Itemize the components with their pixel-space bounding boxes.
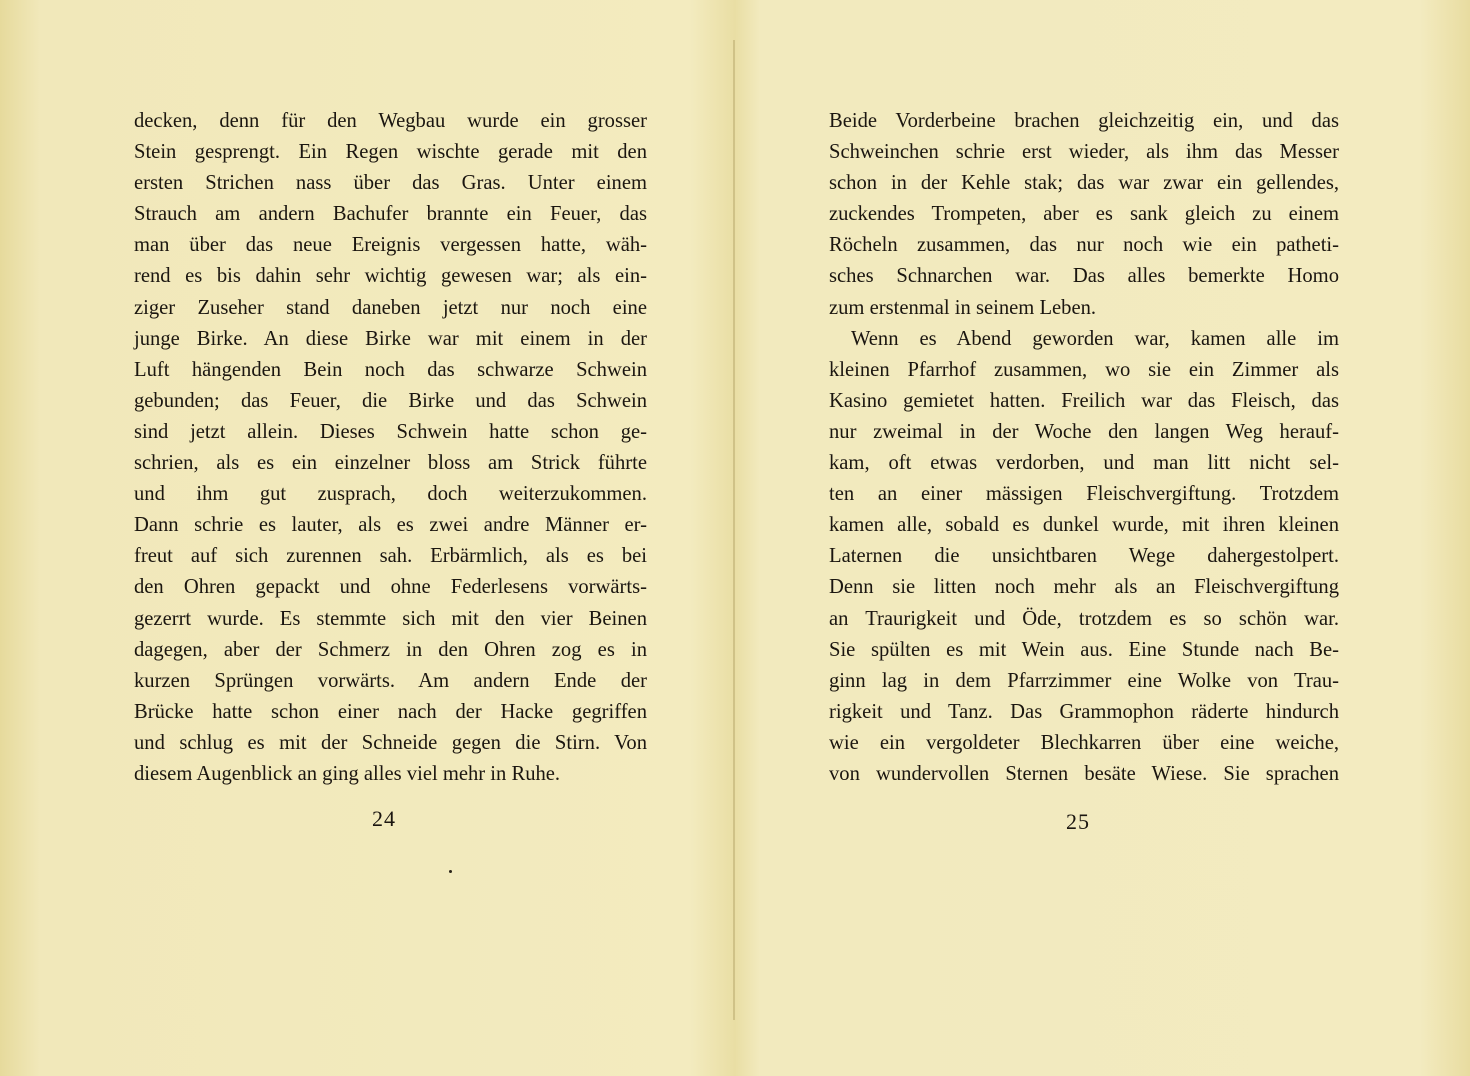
- text-line: rigkeit und Tanz. Das Grammophon räderte hindurch: [829, 700, 1339, 723]
- text-line: schon in der Kehle stak; das war zwar ein gellendes,: [829, 172, 1339, 195]
- text-line: Stein gesprengt. Ein Regen wischte gerade mit den: [134, 141, 647, 164]
- text-line: gezerrt wurde. Es stemmte sich mit den vier Beinen: [134, 607, 647, 630]
- text-line: ziger Zuseher stand daneben jetzt nur noch eine: [134, 296, 647, 319]
- text-line: Laternen die unsichtbaren Wege dahergestolpert.: [829, 545, 1339, 568]
- text-line: wie ein vergoldeter Blechkarren über eine weiche,: [829, 731, 1339, 754]
- text-line: ginn lag in dem Pfarrzimmer eine Wolke von Trau-: [829, 669, 1339, 692]
- text-line: und schlug es mit der Schneide gegen die Stirn. Von: [134, 731, 647, 754]
- right-page: [829, 106, 1339, 790]
- text-line: von wundervollen Sternen besäte Wiese. Sie sprachen: [829, 762, 1339, 785]
- text-line: den Ohren gepackt und ohne Federlesens vorwärts-: [134, 576, 647, 599]
- text-line: ersten Strichen nass über das Gras. Unter einem: [134, 172, 647, 195]
- text-line: Brücke hatte schon einer nach der Hacke gegriffen: [134, 700, 647, 723]
- text-line: junge Birke. An diese Birke war mit einem in der: [134, 327, 647, 350]
- text-line: decken, denn für den Wegbau wurde ein grosser: [134, 110, 647, 132]
- text-line: kurzen Sprüngen vorwärts. Am andern Ende der: [134, 669, 647, 692]
- text-line: ten an einer mässigen Fleischvergiftung. Trotzdem: [829, 483, 1339, 506]
- text-line: Strauch am andern Bachufer brannte ein Feuer, das: [134, 203, 647, 226]
- ink-speck: [449, 870, 452, 873]
- text-line: zum erstenmal in seinem Leben.: [829, 296, 1097, 319]
- text-line: sind jetzt allein. Dieses Schwein hatte schon ge-: [134, 420, 647, 443]
- text-line: Dann schrie es lauter, als es zwei andre Männer er-: [134, 514, 647, 537]
- text-line: kamen alle, sobald es dunkel wurde, mit ihren kleinen: [829, 514, 1339, 537]
- left-page: [134, 106, 647, 790]
- right-page-text: [829, 106, 1339, 790]
- text-line: kleinen Pfarrhof zusammen, wo sie ein Zimmer als: [829, 358, 1339, 381]
- text-line: Sie spülten es mit Wein aus. Eine Stunde nach Be-: [829, 638, 1339, 661]
- text-line: Röcheln zusammen, das nur noch wie ein patheti-: [829, 234, 1339, 257]
- text-line: kam, oft etwas verdorben, und man litt nicht sel-: [829, 452, 1339, 475]
- text-line: freut auf sich zurennen sah. Erbärmlich, als es bei: [134, 545, 647, 568]
- text-line: Kasino gemietet hatten. Freilich war das Fleisch, das: [829, 389, 1339, 412]
- text-line: nur zweimal in der Woche den langen Weg herauf-: [829, 420, 1339, 443]
- text-line: Wenn es Abend geworden war, kamen alle im: [851, 327, 1339, 350]
- text-line: Denn sie litten noch mehr als an Fleischvergiftung: [829, 576, 1339, 599]
- text-line: Beide Vorderbeine brachen gleichzeitig ein, und das: [829, 110, 1339, 132]
- left-page-number: 24: [372, 806, 396, 831]
- text-line: diesem Augenblick an ging alles viel mehr in Ruhe.: [134, 762, 561, 785]
- left-page-text: [134, 106, 647, 790]
- text-line: gebunden; das Feuer, die Birke und das Schwein: [134, 389, 647, 412]
- text-line: und ihm gut zusprach, doch weiterzukommen.: [134, 483, 647, 506]
- book-gutter: [733, 40, 735, 1020]
- text-line: man über das neue Ereignis vergessen hatte, wäh-: [134, 234, 647, 257]
- text-line: rend es bis dahin sehr wichtig gewesen war; als ein-: [134, 265, 647, 288]
- text-line: schrien, als es ein einzelner bloss am Strick führte: [134, 452, 647, 475]
- text-line: dagegen, aber der Schmerz in den Ohren zog es in: [134, 638, 647, 661]
- text-line: Luft hängenden Bein noch das schwarze Schwein: [134, 358, 647, 381]
- text-line: sches Schnarchen war. Das alles bemerkte Homo: [829, 265, 1339, 288]
- text-line: zuckendes Trompeten, aber es sank gleich zu einem: [829, 203, 1339, 226]
- text-line: Schweinchen schrie erst wieder, als ihm das Messer: [829, 141, 1339, 164]
- text-line: an Traurigkeit und Öde, trotzdem es so schön war.: [829, 607, 1339, 630]
- right-page-number: 25: [1066, 809, 1090, 834]
